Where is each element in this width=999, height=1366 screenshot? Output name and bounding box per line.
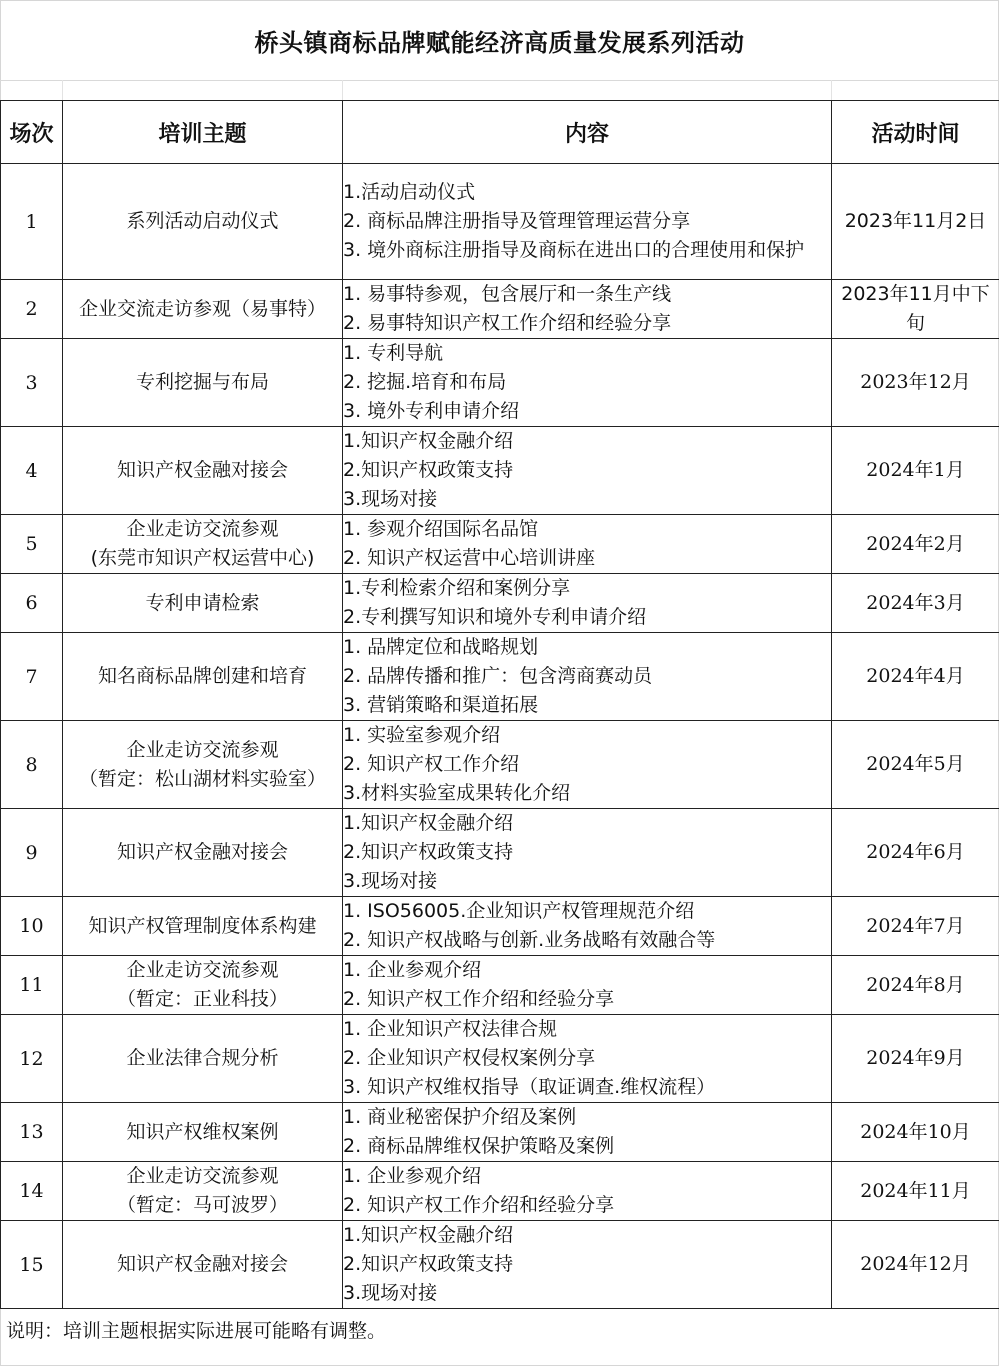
- content-line: 2.知识产权政策支持: [343, 1253, 514, 1275]
- topic-cell: [63, 1221, 343, 1309]
- session-number: 11: [1, 956, 63, 1015]
- topic-line: 知识产权金融对接会: [116, 841, 288, 863]
- content-line: 1.知识产权金融介绍: [343, 430, 514, 452]
- footnote: 说明：培训主题根据实际进展可能略有调整。: [6, 1320, 387, 1342]
- table-row: [1, 574, 999, 633]
- topic-cell: [63, 574, 343, 633]
- content-cell: [343, 164, 832, 280]
- content-cell: [343, 339, 832, 427]
- content-line: 2. 知识产权运营中心培训讲座: [343, 547, 596, 569]
- topic-line: 企业走访交流参观: [126, 518, 279, 540]
- session-number: 4: [1, 427, 63, 515]
- content-line: 1.知识产权金融介绍: [343, 1224, 514, 1246]
- content-line: 1. 企业参观介绍: [343, 959, 482, 981]
- content-line: 1. 商业秘密保护介绍及案例: [343, 1106, 577, 1128]
- table-row: [1, 280, 999, 339]
- content-line: 3. 境外商标注册指导及商标在进出口的合理使用和保护: [343, 239, 805, 261]
- activity-time: 2024年6月: [832, 809, 999, 897]
- table-row: [1, 1162, 999, 1221]
- topic-cell: [63, 427, 343, 515]
- topic-line: 知识产权金融对接会: [116, 1253, 288, 1275]
- topic-line: （暂定：松山湖材料实验室）: [78, 767, 326, 790]
- content-line: 3.现场对接: [343, 870, 438, 892]
- content-line: 1.知识产权金融介绍: [343, 812, 514, 834]
- spacer-row: [0, 80, 999, 100]
- topic-line: （暂定：正业科技）: [116, 988, 288, 1010]
- content-line: 2. 企业知识产权侵权案例分享: [343, 1047, 596, 1069]
- activity-time: 2024年8月: [832, 956, 999, 1015]
- header-session: 场次: [1, 101, 63, 164]
- content-line: 2.知识产权政策支持: [343, 841, 514, 863]
- activity-time: 2023年11月中下旬: [832, 280, 999, 339]
- content-line: 2. 挖掘.培育和布局: [343, 371, 507, 393]
- session-number: 9: [1, 809, 63, 897]
- content-cell: [343, 574, 832, 633]
- topic-line: 知识产权维权案例: [126, 1120, 279, 1143]
- content-line: 1. 品牌定位和战略规划: [343, 636, 539, 658]
- content-cell: [343, 633, 832, 721]
- topic-cell: [63, 280, 343, 339]
- table-row: [1, 427, 999, 515]
- header-row: [1, 101, 999, 164]
- content-line: 3.现场对接: [343, 488, 438, 510]
- content-cell: [343, 1015, 832, 1103]
- content-cell: [343, 280, 832, 339]
- header-topic: 培训主题: [63, 101, 343, 164]
- activity-time: 2024年9月: [832, 1015, 999, 1103]
- session-number: 2: [1, 280, 63, 339]
- content-line: 3. 营销策略和渠道拓展: [343, 694, 539, 716]
- topic-line: 企业交流走访参观（易事特）: [78, 297, 326, 320]
- topic-line: 知名商标品牌创建和培育: [97, 665, 307, 687]
- topic-line: 专利挖掘与布局: [135, 371, 269, 393]
- content-cell: [343, 1221, 832, 1309]
- session-number: 3: [1, 339, 63, 427]
- topic-cell: [63, 1162, 343, 1221]
- session-number: 13: [1, 1103, 63, 1162]
- content-line: 3.材料实验室成果转化介绍: [343, 782, 571, 804]
- table-row: [1, 339, 999, 427]
- content-cell: [343, 427, 832, 515]
- content-line: 1. 参观介绍国际名品馆: [343, 518, 539, 540]
- topic-cell: [63, 515, 343, 574]
- content-line: 2. 知识产权工作介绍: [343, 753, 520, 775]
- content-line: 2.专利撰写知识和境外专利申请介绍: [343, 606, 647, 628]
- session-number: 14: [1, 1162, 63, 1221]
- schedule-table: [0, 100, 999, 1309]
- content-cell: [343, 1162, 832, 1221]
- topic-line: 知识产权管理制度体系构建: [88, 914, 317, 937]
- content-line: 2. 知识产权工作介绍和经验分享: [343, 1194, 615, 1216]
- content-line: 1.专利检索介绍和案例分享: [343, 577, 571, 599]
- table-row: [1, 1103, 999, 1162]
- session-number: 10: [1, 897, 63, 956]
- topic-cell: [63, 956, 343, 1015]
- activity-time: 2024年2月: [832, 515, 999, 574]
- session-number: 8: [1, 721, 63, 809]
- session-number: 1: [1, 164, 63, 280]
- activity-time: 2024年3月: [832, 574, 999, 633]
- topic-line: （暂定：马可波罗）: [116, 1194, 288, 1216]
- header-time: 活动时间: [832, 101, 999, 164]
- content-line: 3. 知识产权维权指导（取证调查.维权流程）: [343, 1076, 716, 1098]
- content-line: 2. 商标品牌维权保护策略及案例: [343, 1135, 615, 1157]
- content-line: 1. ISO56005.企业知识产权管理规范介绍: [343, 900, 695, 922]
- table-row: [1, 515, 999, 574]
- header-content: 内容: [343, 101, 832, 164]
- topic-cell: [63, 809, 343, 897]
- page-title: 桥头镇商标品牌赋能经济高质量发展系列活动: [0, 0, 999, 81]
- content-line: 2. 易事特知识产权工作介绍和经验分享: [343, 312, 672, 334]
- topic-line: 专利申请检索: [145, 591, 260, 614]
- content-line: 2.知识产权政策支持: [343, 459, 514, 481]
- table-row: [1, 956, 999, 1015]
- activity-time: 2023年11月2日: [832, 164, 999, 280]
- topic-line: 企业走访交流参观: [126, 738, 279, 761]
- session-number: 5: [1, 515, 63, 574]
- activity-time: 2024年1月: [832, 427, 999, 515]
- content-line: 1. 企业知识产权法律合规: [343, 1018, 558, 1040]
- content-cell: [343, 809, 832, 897]
- topic-line: 企业走访交流参观: [126, 1165, 279, 1187]
- table-row: [1, 164, 999, 280]
- table-row: [1, 1015, 999, 1103]
- content-line: 3. 境外专利申请介绍: [343, 400, 520, 422]
- activity-time: 2024年7月: [832, 897, 999, 956]
- content-line: 3.现场对接: [343, 1282, 438, 1304]
- content-line: 1.活动启动仪式: [343, 181, 476, 203]
- content-line: 1. 实验室参观介绍: [343, 724, 501, 746]
- session-number: 15: [1, 1221, 63, 1309]
- activity-time: 2023年12月: [832, 339, 999, 427]
- table-body: [1, 164, 999, 1309]
- topic-cell: [63, 1103, 343, 1162]
- activity-time: 2024年11月: [832, 1162, 999, 1221]
- activity-time: 2024年10月: [832, 1103, 999, 1162]
- content-line: 1. 企业参观介绍: [343, 1165, 482, 1187]
- topic-cell: [63, 633, 343, 721]
- activity-time: 2024年5月: [832, 721, 999, 809]
- topic-cell: [63, 897, 343, 956]
- content-line: 1. 专利导航: [343, 342, 444, 364]
- table-row: [1, 897, 999, 956]
- content-cell: [343, 515, 832, 574]
- topic-cell: [63, 339, 343, 427]
- content-line: 2. 知识产权战略与创新.业务战略有效融合等: [343, 929, 716, 951]
- session-number: 7: [1, 633, 63, 721]
- table-row: [1, 633, 999, 721]
- activity-time: 2024年4月: [832, 633, 999, 721]
- topic-line: 知识产权金融对接会: [116, 459, 288, 481]
- topic-cell: [63, 1015, 343, 1103]
- session-number: 6: [1, 574, 63, 633]
- topic-cell: [63, 721, 343, 809]
- content-cell: [343, 721, 832, 809]
- content-cell: [343, 897, 832, 956]
- topic-line: (东莞市知识产权运营中心): [90, 547, 315, 569]
- table-row: [1, 1221, 999, 1309]
- content-line: 2. 品牌传播和推广：包含湾商赛动员: [343, 665, 653, 687]
- table-row: [1, 809, 999, 897]
- content-line: 1. 易事特参观，包含展厅和一条生产线: [343, 283, 672, 305]
- content-line: 2. 知识产权工作介绍和经验分享: [343, 988, 615, 1010]
- content-cell: [343, 956, 832, 1015]
- topic-line: 企业法律合规分析: [126, 1047, 279, 1069]
- topic-line: 系列活动启动仪式: [126, 210, 279, 232]
- table-row: [1, 721, 999, 809]
- topic-cell: [63, 164, 343, 280]
- activity-time: 2024年12月: [832, 1221, 999, 1309]
- session-number: 12: [1, 1015, 63, 1103]
- content-cell: [343, 1103, 832, 1162]
- content-line: 2. 商标品牌注册指导及管理管理运营分享: [343, 210, 691, 232]
- topic-line: 企业走访交流参观: [126, 959, 279, 981]
